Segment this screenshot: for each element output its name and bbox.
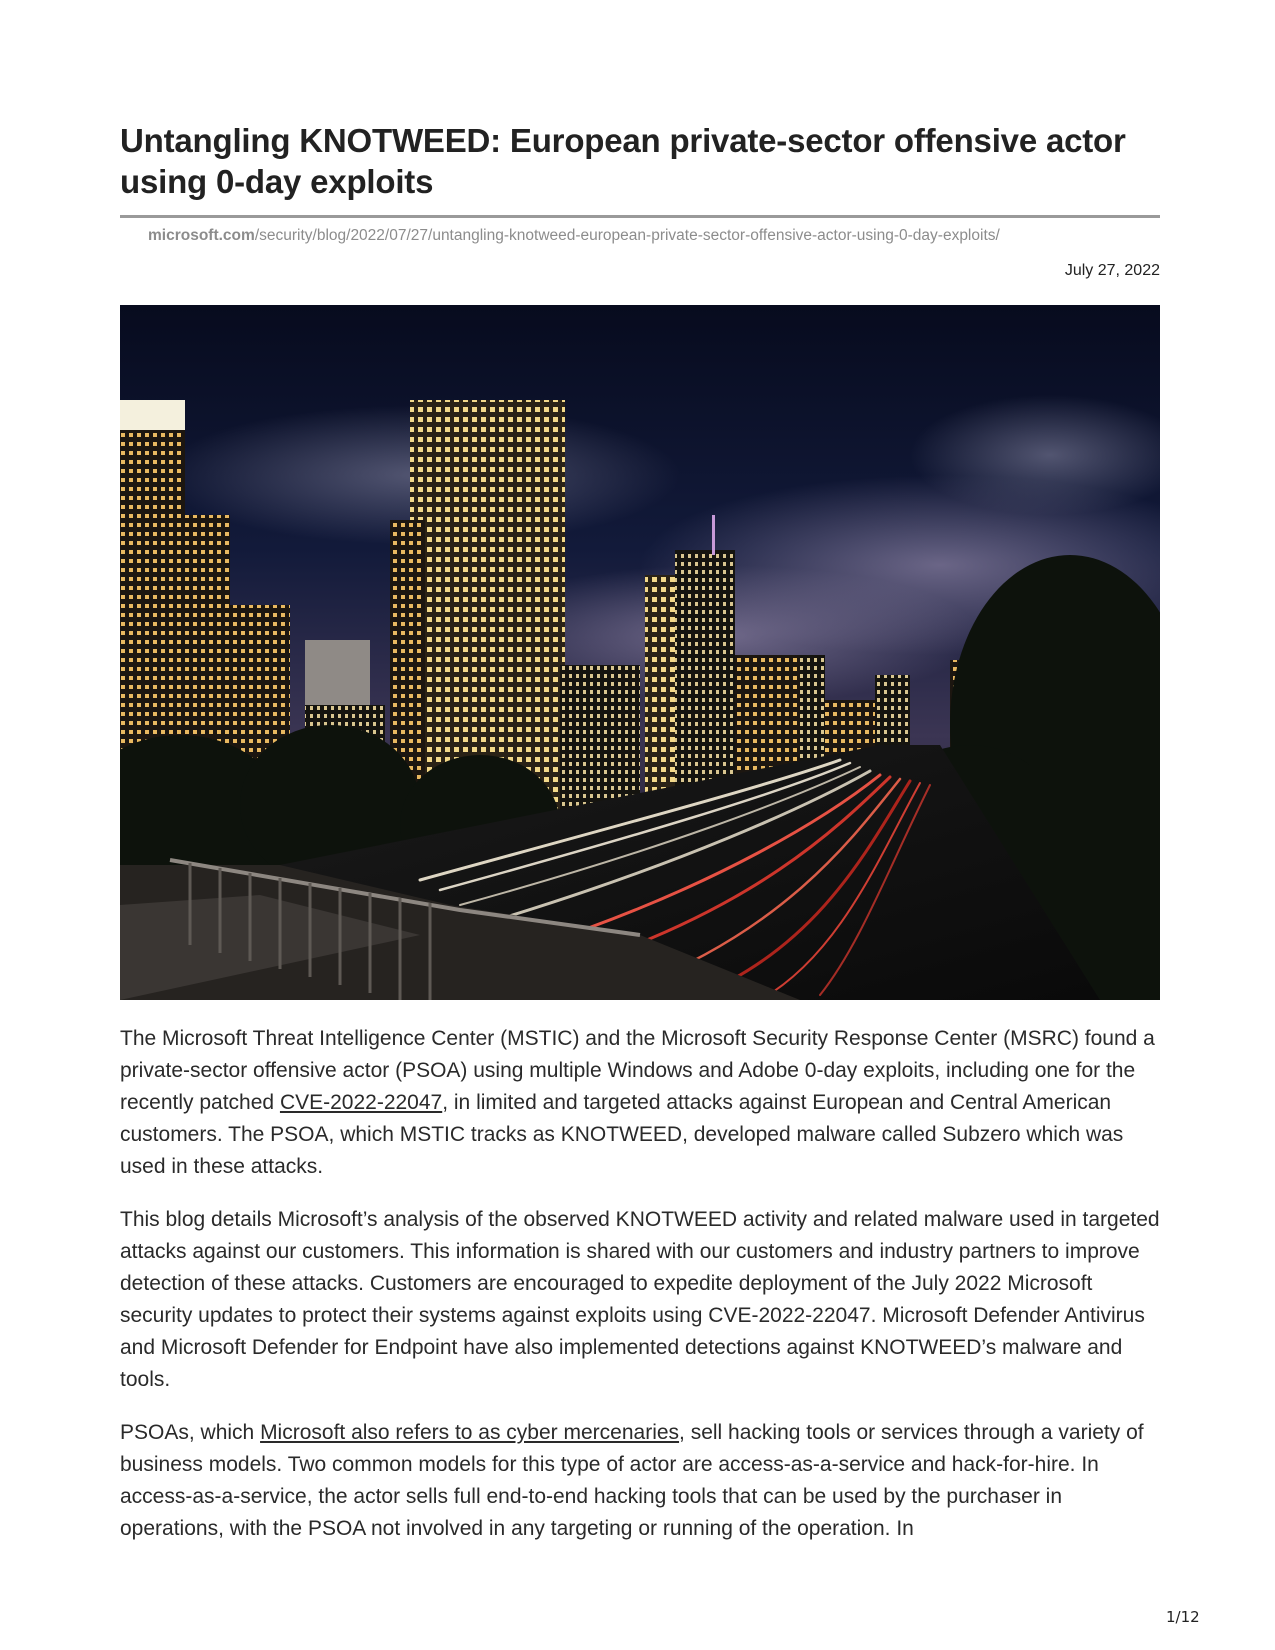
paragraph-3 xyxy=(120,1417,1160,1545)
publish-date: July 27, 2022 xyxy=(1064,262,1160,279)
paragraph-1-text-b: , in limited and targeted attacks against European and Central American customers. The PSOA, which MSTIC tracks as KNOTWEED, developed malware called Subzero which was used in these attacks. xyxy=(120,1091,1124,1178)
article-title: Untangling KNOTWEED: European private-sector offensive actor using 0-day exploits xyxy=(120,122,1126,200)
page-number: 1/12 xyxy=(1166,1608,1200,1626)
source-url[interactable] xyxy=(120,226,1160,246)
source-domain[interactable]: microsoft.com xyxy=(148,227,255,244)
paragraph-1-text-a: The Microsoft Threat Intelligence Center (MSTIC) and the Microsoft Security Response Center (MSRC) found a private-sector offensive actor (PSOA) using multiple Windows and Adobe 0-day exploits, including one for the recently patched xyxy=(120,1027,1155,1114)
cve-link[interactable]: CVE-2022-22047 xyxy=(279,1091,443,1114)
article xyxy=(120,120,1160,1545)
paragraph-3-text-a: PSOAs, which xyxy=(120,1421,261,1444)
paragraph-2: This blog details Microsoft’s analysis of the observed KNOTWEED activity and related malware used in targeted attacks against our customers. This information is shared with our customers and industry partners to improve detection of these attacks. Customers are encouraged to expedite deployment of the July 2022 Microsoft security updates to protect their systems against exploits using CVE-2022-22047. Microsoft Defender Antivirus and Microsoft Defender for Endpoint have also implemented detections against KNOTWEED’s malware and tools. xyxy=(120,1208,1160,1391)
source-path[interactable]: /security/blog/2022/07/27/untangling-knotweed-european-private-sector-offensive-actor-using-0-day-exploits/ xyxy=(254,227,1000,244)
hero-image xyxy=(120,305,1160,1000)
paragraph-3-text-b: , sell hacking tools or services through a variety of business models. Two common models for this type of actor are access-as-a-service and hack-for-hire. In access-as-a-service, the actor sells full end-to-end hacking tools that can be used by the purchaser in operations, with the PSOA not involved in any targeting or running of the operation. In xyxy=(120,1421,1144,1540)
paragraph-1 xyxy=(120,1023,1160,1183)
title-divider xyxy=(120,215,1160,218)
cyber-mercenaries-link[interactable]: Microsoft also refers to as cyber mercenaries xyxy=(260,1421,680,1444)
article-body xyxy=(120,1023,1160,1545)
